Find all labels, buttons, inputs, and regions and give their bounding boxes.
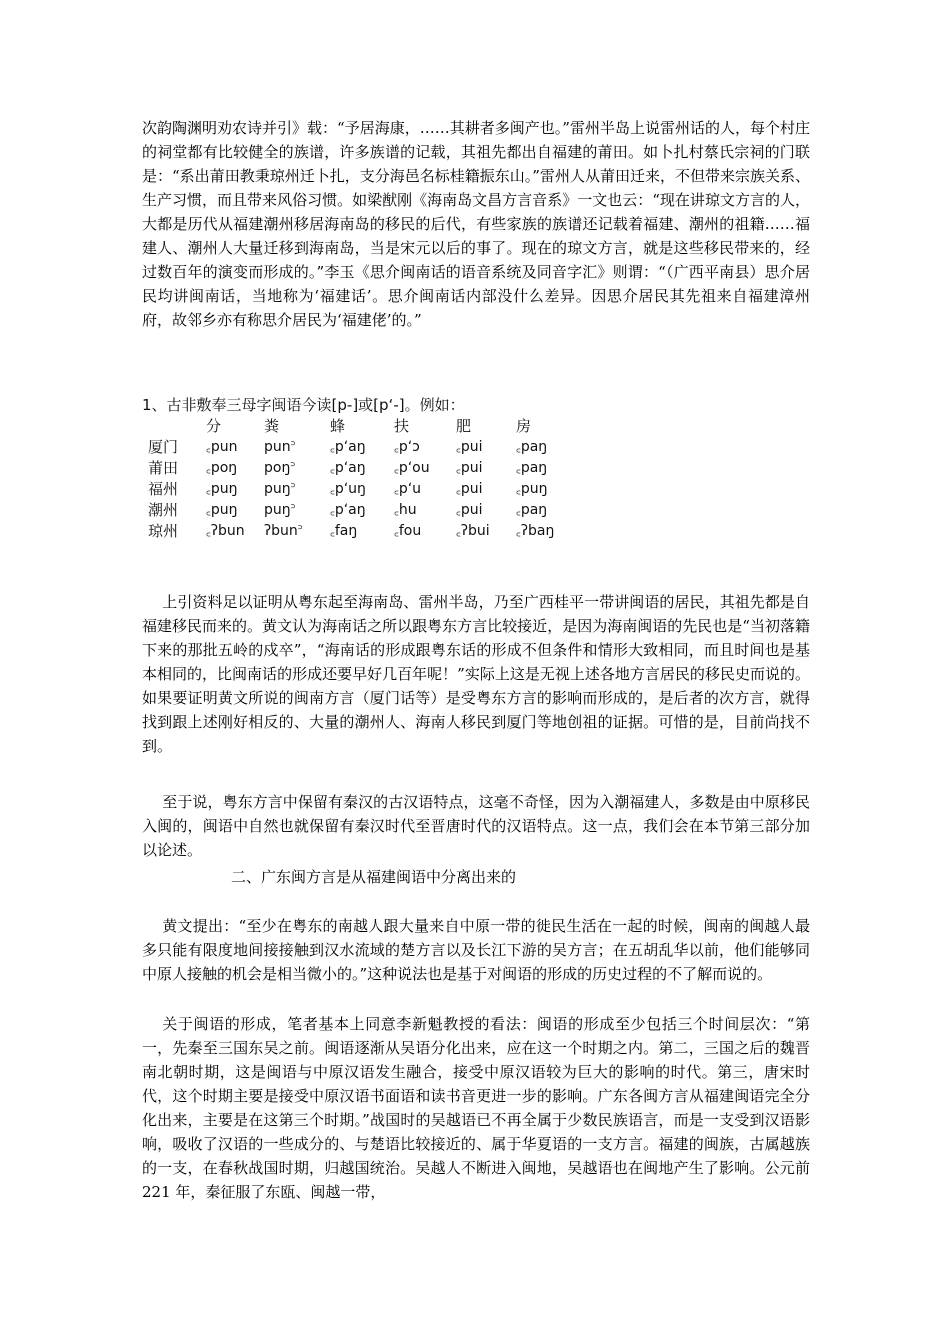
phonetic-table-figure — [142, 396, 702, 541]
table-cell: ꜀p‘aŋ — [330, 439, 366, 455]
table-cell: ꜀p‘uŋ — [330, 481, 366, 497]
table-row — [148, 520, 566, 541]
table-cell: ꜀ʔbui — [456, 523, 490, 539]
phonetic-table — [148, 415, 566, 541]
table-cell: ꜀pui — [456, 481, 483, 497]
table-cell: ꜀paŋ — [516, 502, 548, 518]
table-row — [148, 499, 566, 520]
table-row — [148, 436, 566, 457]
table-header-cell: 房 — [516, 417, 532, 435]
table-cell: ꜀puŋ — [516, 481, 548, 497]
paragraph-1: 次韵陶渊明劝农诗并引》载：“予居海康，……其耕者多闽产也。”雷州半岛上说雷州话的人，每个村庄的祠堂都有比较健全的族谱，许多族谱的记载，其祖先都出自福建的莆田。如卜扎村蔡氏宗祠的门联是：“系出莆田教秉琼州迁卜扎，支分海邑名标桂籍振东山。”雷州人从莆田迁来，不但带来宗族关系、生产习惯，而且带来风俗习惯。如梁猷刚《海南岛文昌方言音系》一文也云：“现在讲琼文方言的人，大都是历代从福建潮州移居海南岛的移民的后代，有些家族的族谱还记载着福建、潮州的祖籍……福建人、潮州人大量迁移到海南岛，当是宋元以后的事了。现在的琼文方言，就是这些移民带来的，经过数百年的演变而形成的。”李玉《思介闽南话的语音系统及同音字汇》则谓：“（广西平南县）思介居民均讲闽南话，当地称为‘福建话’。思介闽南话内部没什么差异。因思介居民其先祖来自福建漳州府，故邻乡亦有称思介居民为‘福建佬’的。” — [142, 119, 810, 329]
table-row-place: 潮州 — [148, 501, 179, 519]
table-cell: ꜀ʔbun — [206, 523, 245, 539]
table-header-cell: 粪 — [264, 417, 280, 435]
table-cell: ꜀faŋ — [330, 523, 358, 539]
table-header-cell: 分 — [206, 417, 222, 435]
table-cell: puŋ꜄ — [264, 481, 296, 497]
table-cell: ꜀p‘aŋ — [330, 460, 366, 476]
table-row-place: 厦门 — [148, 438, 179, 456]
table-row — [148, 457, 566, 478]
table-row-place: 福州 — [148, 480, 179, 498]
paragraph-4: 黄文提出：“至少在粤东的南越人跟大量来自中原一带的徙民生活在一起的时候，闽南的闽越人最多只能有限度地间接接触到汉水流域的楚方言以及长江下游的吴方言；在五胡乱华以前，他们能够同中原人接触的机会是相当微小的。”这种说法也是基于对闽语的形成的历史过程的不了解而说的。 — [142, 917, 810, 983]
table-cell: ꜀p‘aŋ — [330, 502, 366, 518]
table-row-place: 琼州 — [148, 522, 179, 540]
table-cell: ꜀paŋ — [516, 439, 548, 455]
table-cell: poŋ꜄ — [264, 460, 296, 476]
table-row — [148, 478, 566, 499]
table-cell: ꜀p‘ɔ — [394, 439, 420, 455]
section-heading: 二、广东闽方言是从福建闽语中分离出来的 — [231, 868, 517, 886]
table-cell: ꜀fou — [394, 523, 422, 539]
table-cell: ꜀puŋ — [206, 481, 238, 497]
figure-title: 1、古非敷奉三母字闽语今读[p-]或[p‘-]。例如： — [142, 396, 465, 414]
table-header-blank — [148, 415, 206, 436]
table-header-cell: 扶 — [394, 417, 410, 435]
table-cell: puŋ꜄ — [264, 502, 296, 518]
paragraph-3: 至于说，粤东方言中保留有秦汉的古汉语特点，这毫不奇怪，因为入潮福建人，多数是由中原移民入闽的，闽语中自然也就保留有秦汉时代至晋唐时代的汉语特点。这一点，我们会在本节第三部分加以论述。 — [142, 793, 810, 859]
table-cell: ꜀pui — [456, 460, 483, 476]
table-cell: ꜀p‘ou — [394, 460, 430, 476]
table-row-place: 莆田 — [148, 459, 179, 477]
table-cell: ꜀pui — [456, 439, 483, 455]
table-cell: ꜀puŋ — [206, 502, 238, 518]
table-header-cell: 蜂 — [330, 417, 346, 435]
paragraph-5: 关于闽语的形成，笔者基本上同意李新魁教授的看法：闽语的形成至少包括三个时间层次：“第一，先秦至三国东吴之前。闽语逐渐从吴语分化出来，应在这一个时期之内。第二，三国之后的魏晋南北朝时期，这是闽语与中原汉语发生融合，接受中原汉语较为巨大的影响的时代。第三，唐宋时代，这个时期主要是接受中原汉语书面语和读书音更进一步的影响。广东各闽方言从福建闽语完全分化出来，主要是在这第三个时期。”战国时的吴越语已不再全属于少数民族语言，而是一支受到汉语影响，吸收了汉语的一些成分的、与楚语比较接近的、属于华夏语的一支方言。福建的闽族，古属越族的一支，在春秋战国时期，归越国统治。吴越人不断进入闽地，吴越语也在闽地产生了影响。公元前 221 年，秦征服了东瓯、闽越一带， — [142, 1015, 810, 1201]
table-cell: ʔbun꜄ — [264, 523, 303, 539]
table-header-row — [148, 415, 566, 436]
table-cell: ꜀pun — [206, 439, 238, 455]
table-cell: ꜀ʔbaŋ — [516, 523, 555, 539]
paragraph-2: 上引资料足以证明从粤东起至海南岛、雷州半岛，乃至广西桂平一带讲闽语的居民，其祖先都是自福建移民而来的。黄文认为海南话之所以跟粤东方言比较接近，是因为海南闽语的先民也是“当初落籍下来的那批五岭的戍卒”，“海南话的形成跟粤东话的形成不但条件和情形大致相同，而且时间也是基本相同的，比闽南话的形成还要早好几百年呢！”实际上这是无视上述各地方言居民的移民史而说的。如果要证明黄文所说的闽南方言（厦门话等）是受粤东方言的影响而形成的，是后者的次方言，就得找到跟上述刚好相反的、大量的潮州人、海南人移民到厦门等地创祖的证据。可惜的是，目前尚找不到。 — [142, 593, 810, 755]
table-cell: ꜀p‘u — [394, 481, 422, 497]
table-cell: ꜀paŋ — [516, 460, 548, 476]
table-cell: ꜀poŋ — [206, 460, 238, 476]
table-cell: pun꜄ — [264, 439, 296, 455]
table-header-cell: 肥 — [456, 417, 472, 435]
table-cell: ꜀hu — [394, 502, 417, 518]
table-cell: ꜀pui — [456, 502, 483, 518]
